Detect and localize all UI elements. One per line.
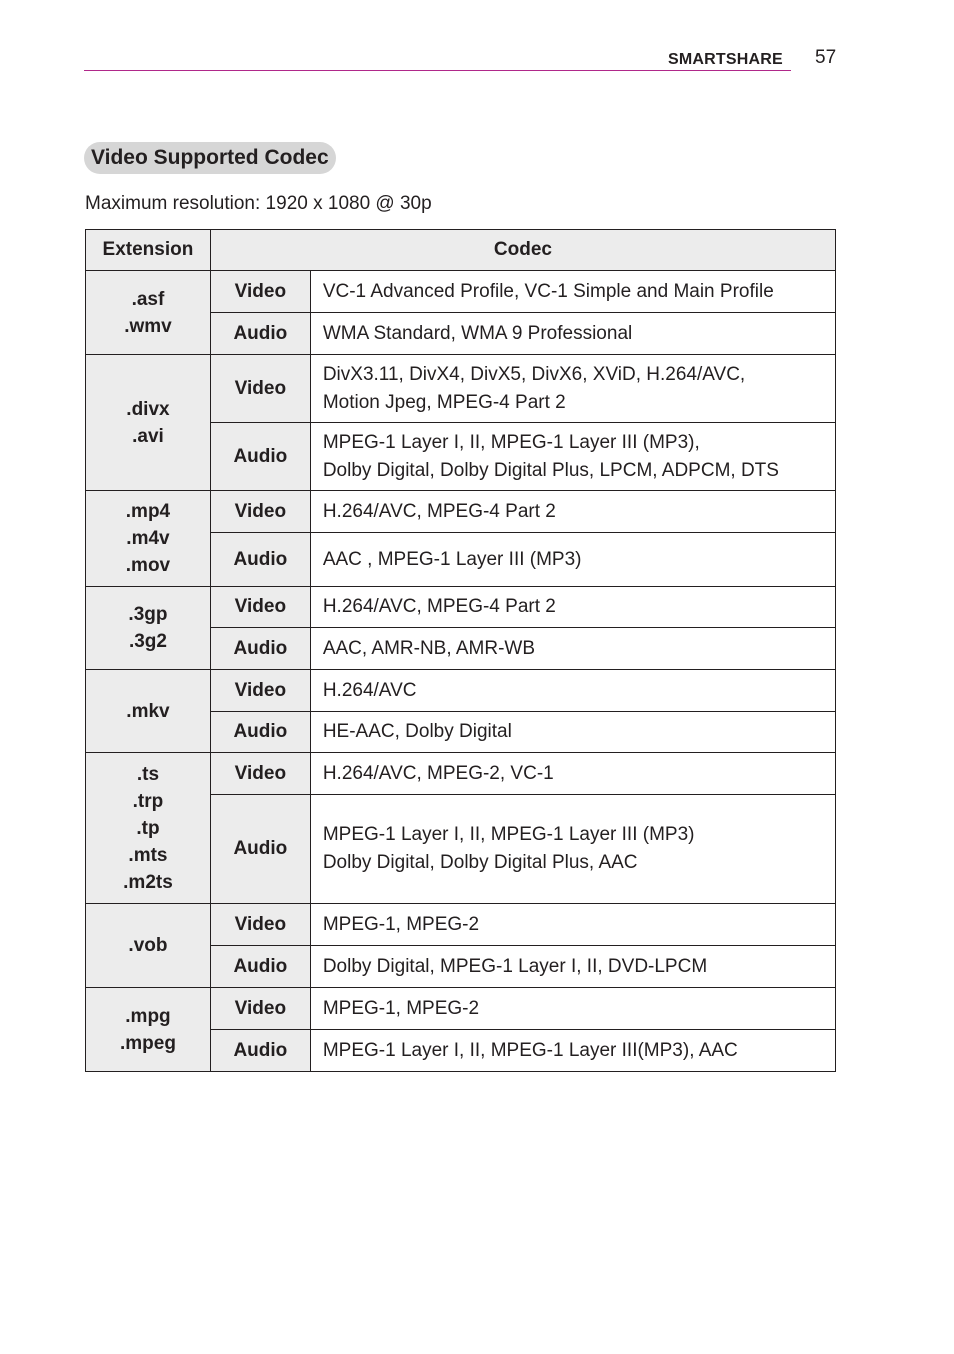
extension-cell bbox=[86, 491, 211, 587]
codec-text: HE-AAC, Dolby Digital bbox=[322, 721, 512, 742]
codec-text: Dolby Digital, MPEG-1 Layer I, II, DVD-LPCM bbox=[322, 955, 708, 977]
extension-label: .divx bbox=[126, 398, 170, 420]
extension-cell bbox=[86, 904, 211, 988]
video-codec-cell bbox=[310, 670, 835, 712]
table-row bbox=[86, 753, 836, 795]
audio-codec-cell bbox=[310, 795, 835, 904]
codec-text: H.264/AVC, MPEG-2, VC-1 bbox=[322, 762, 554, 784]
extension-label: .asf bbox=[131, 288, 165, 310]
codec-text: Dolby Digital, Dolby Digital Plus, LPCM, ADPCM, DTS bbox=[322, 459, 779, 481]
audio-codec-cell bbox=[310, 313, 835, 355]
extension-label: .mov bbox=[125, 555, 171, 576]
codec-text: VC-1 Advanced Profile, VC-1 Simple and Main Profile bbox=[322, 280, 774, 302]
codec-text: DivX3.11, DivX4, DivX5, DivX6, XViD, H.264/AVC, bbox=[322, 363, 746, 385]
audio-codec-cell bbox=[310, 1030, 835, 1072]
video-codec-cell bbox=[310, 355, 835, 423]
codec-text: H.264/AVC, MPEG-4 Part 2 bbox=[322, 596, 556, 617]
extension-label: .m4v bbox=[126, 528, 170, 549]
extension-label: .mkv bbox=[126, 700, 170, 722]
table-row bbox=[86, 587, 836, 628]
type-label-video: Video bbox=[210, 355, 310, 423]
extension-cell bbox=[86, 988, 211, 1072]
type-label-video: Video bbox=[210, 587, 310, 628]
video-codec-cell bbox=[310, 904, 835, 946]
extension-label: .avi bbox=[132, 425, 164, 447]
type-label-video: Video bbox=[210, 904, 310, 946]
extension-label: .vob bbox=[128, 935, 168, 956]
type-label-video: Video bbox=[210, 491, 310, 533]
column-header-extension: Extension bbox=[86, 230, 211, 271]
table-row bbox=[86, 988, 836, 1030]
column-header-codec: Codec bbox=[210, 230, 835, 271]
extension-label: .ts bbox=[136, 763, 160, 785]
audio-codec-cell bbox=[310, 712, 835, 753]
audio-codec-cell bbox=[310, 423, 835, 491]
extension-cell bbox=[86, 670, 211, 753]
type-label-audio: Audio bbox=[210, 1030, 310, 1072]
video-codec-cell bbox=[310, 988, 835, 1030]
audio-codec-cell bbox=[310, 946, 835, 988]
video-codec-cell bbox=[310, 491, 835, 533]
codec-text: MPEG-1 Layer I, II, MPEG-1 Layer III (MP3) bbox=[322, 824, 695, 845]
codec-text: H.264/AVC bbox=[322, 679, 417, 701]
codec-text: MPEG-1, MPEG-2 bbox=[322, 997, 480, 1019]
extension-label: .wmv bbox=[124, 315, 172, 337]
type-label-audio: Audio bbox=[210, 712, 310, 753]
codec-text: AAC , MPEG-1 Layer III (MP3) bbox=[322, 548, 582, 570]
codec-text: MPEG-1 Layer I, II, MPEG-1 Layer III (MP3), bbox=[322, 431, 700, 453]
extension-label: .mp4 bbox=[125, 501, 171, 522]
type-label-audio: Audio bbox=[210, 533, 310, 587]
codec-text: AAC, AMR-NB, AMR-WB bbox=[322, 637, 536, 659]
video-codec-cell bbox=[310, 587, 835, 628]
codec-text: H.264/AVC, MPEG-4 Part 2 bbox=[322, 500, 556, 522]
type-label-video: Video bbox=[210, 988, 310, 1030]
extension-label: .3g2 bbox=[128, 631, 167, 652]
extension-label: .mts bbox=[128, 844, 168, 866]
type-label-video: Video bbox=[210, 670, 310, 712]
codec-text: Dolby Digital, Dolby Digital Plus, AAC bbox=[322, 852, 638, 873]
table-row bbox=[86, 670, 836, 712]
extension-cell bbox=[86, 355, 211, 491]
codec-table bbox=[85, 229, 836, 1072]
section-heading: Video Supported Codec bbox=[84, 142, 336, 174]
video-codec-cell bbox=[310, 753, 835, 795]
type-label-audio: Audio bbox=[210, 946, 310, 988]
extension-label: .tp bbox=[136, 817, 160, 839]
type-label-video: Video bbox=[210, 753, 310, 795]
codec-text: Motion Jpeg, MPEG-4 Part 2 bbox=[322, 391, 566, 413]
table-row bbox=[86, 355, 836, 423]
codec-text: MPEG-1, MPEG-2 bbox=[322, 913, 480, 935]
extension-cell bbox=[86, 271, 211, 355]
table-row bbox=[86, 491, 836, 533]
extension-label: .trp bbox=[132, 790, 164, 812]
extension-label: .m2ts bbox=[123, 871, 173, 893]
video-codec-cell bbox=[310, 271, 835, 313]
type-label-audio: Audio bbox=[210, 423, 310, 491]
table-row bbox=[86, 271, 836, 313]
audio-codec-cell bbox=[310, 628, 835, 670]
table-row bbox=[86, 904, 836, 946]
max-resolution-note: Maximum resolution: 1920 x 1080 @ 30p bbox=[85, 193, 432, 214]
extension-label: .mpeg bbox=[119, 1032, 176, 1054]
page-number: 57 bbox=[815, 47, 837, 68]
type-label-audio: Audio bbox=[210, 795, 310, 904]
codec-text: MPEG-1 Layer I, II, MPEG-1 Layer III(MP3), AAC bbox=[322, 1039, 738, 1061]
type-label-audio: Audio bbox=[210, 313, 310, 355]
codec-text: WMA Standard, WMA 9 Professional bbox=[322, 322, 633, 344]
type-label-audio: Audio bbox=[210, 628, 310, 670]
table-header-row bbox=[86, 230, 836, 271]
header-divider bbox=[84, 70, 791, 71]
type-label-video: Video bbox=[210, 271, 310, 313]
header-section-title: SMARTSHARE bbox=[668, 51, 783, 68]
extension-cell bbox=[86, 753, 211, 904]
audio-codec-cell bbox=[310, 533, 835, 587]
extension-label: .3gp bbox=[128, 604, 168, 625]
extension-label: .mpg bbox=[125, 1005, 171, 1027]
extension-cell bbox=[86, 587, 211, 670]
